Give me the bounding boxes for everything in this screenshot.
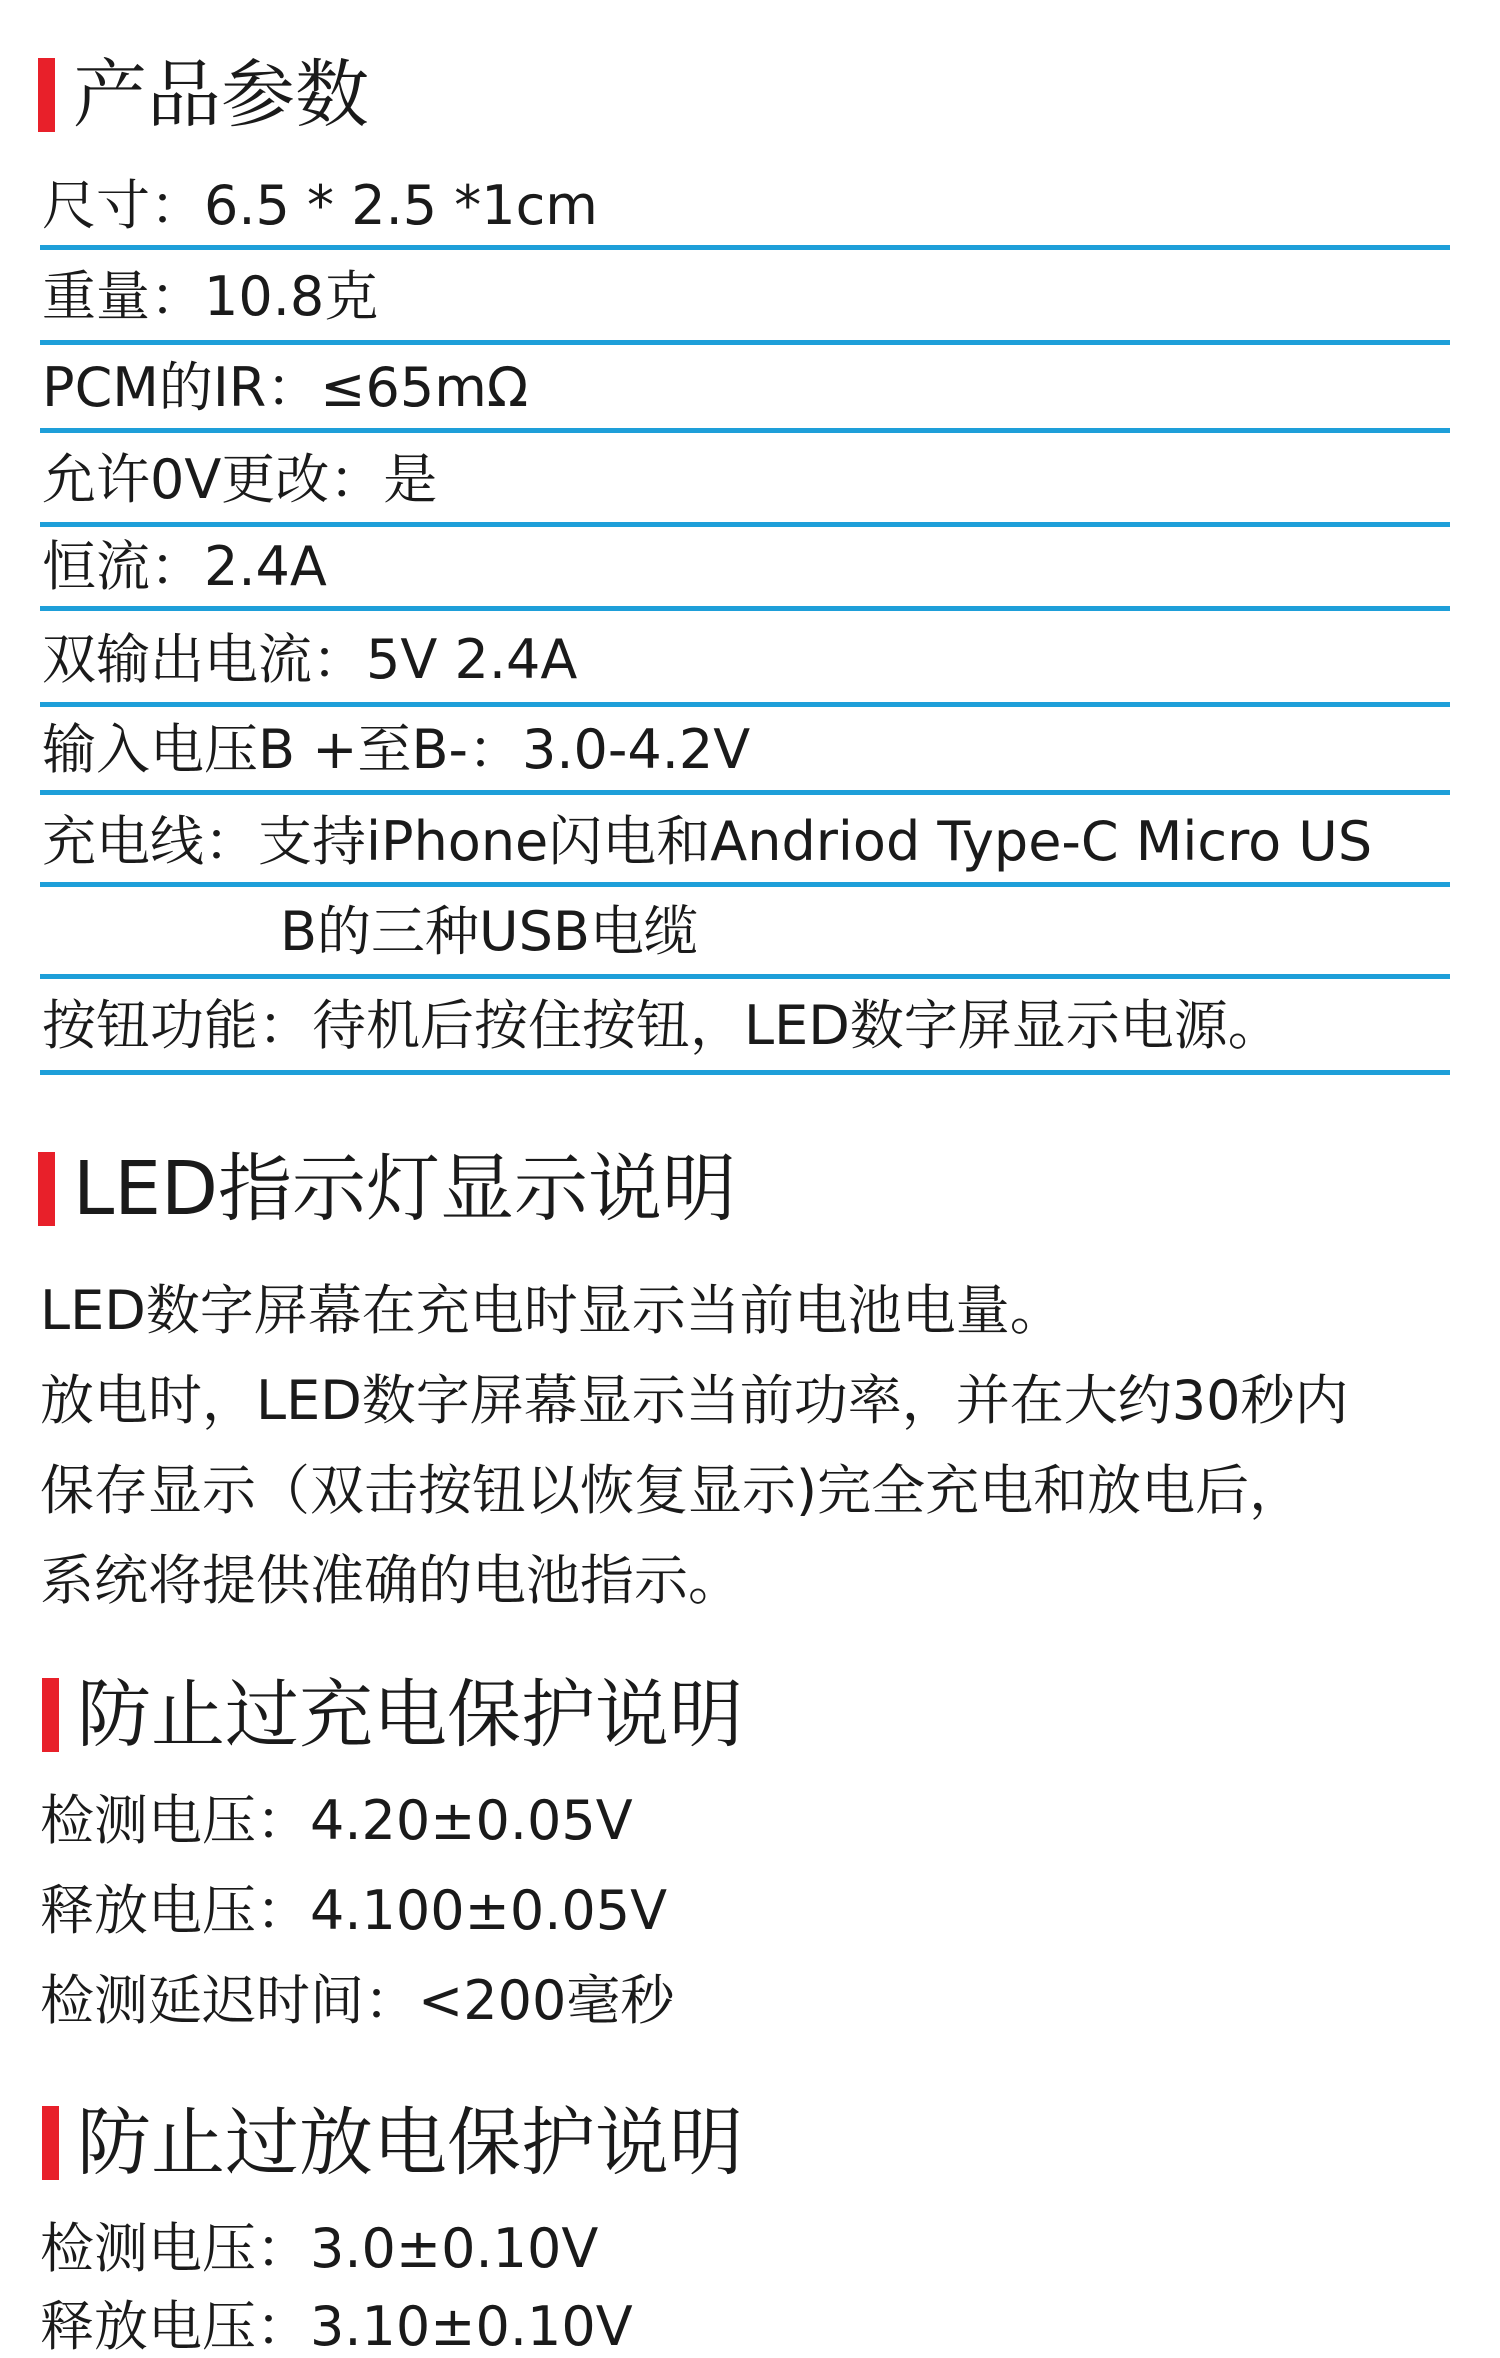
overcharge-line: 检测电压：4.20±0.05V (40, 1789, 633, 1852)
spec-row-text: B的三种USB电缆 (280, 900, 698, 963)
spec-row-size (40, 165, 1450, 250)
led-paragraph-line: LED数字屏幕在充电时显示当前电池电量。 (40, 1279, 1064, 1342)
spec-row-text: 尺寸：6.5 * 2.5 *1cm (42, 174, 598, 237)
spec-row-weight (40, 250, 1450, 345)
heading-accent-bar (38, 58, 55, 132)
section-heading-overcharge (42, 1672, 743, 1758)
spec-row-button-function (40, 979, 1450, 1075)
spec-row-text: 双输出电流：5V 2.4A (42, 628, 578, 691)
spec-row-constant-current (40, 527, 1450, 611)
section-heading-params (38, 52, 369, 138)
section-title: 防止过放电保护说明 (77, 2100, 743, 2186)
overcharge-line: 释放电压：4.100±0.05V (40, 1879, 668, 1942)
spec-row-text: 允许0V更改：是 (42, 448, 438, 511)
spec-row-text: PCM的IR：≤65mΩ (42, 356, 529, 419)
heading-accent-bar (42, 2106, 59, 2180)
overdischarge-line: 释放电压：3.10±0.10V (40, 2295, 633, 2358)
heading-accent-bar (42, 1678, 59, 1752)
section-title: 产品参数 (73, 52, 369, 138)
spec-row-text: 充电线：支持iPhone闪电和Andriod Type-C Micro US (42, 810, 1373, 873)
spec-row-charge-cable-cont (40, 887, 1450, 979)
section-title: 防止过充电保护说明 (77, 1672, 743, 1758)
overcharge-line: 检测延迟时间：<200毫秒 (40, 1969, 675, 2032)
spec-row-text: 恒流：2.4A (42, 535, 327, 598)
spec-row-input-voltage (40, 707, 1450, 795)
overdischarge-line: 检测电压：3.0±0.10V (40, 2217, 599, 2280)
spec-row-dual-output (40, 611, 1450, 707)
led-paragraph-line: 系统将提供准确的电池指示。 (40, 1549, 742, 1612)
section-heading-led (38, 1146, 736, 1232)
spec-row-text: 按钮功能：待机后按住按钮，LED数字屏显示电源。 (42, 994, 1282, 1057)
led-paragraph-line: 保存显示（双击按钮以恢复显示)完全充电和放电后， (40, 1459, 1304, 1522)
spec-row-charge-cable (40, 795, 1450, 887)
section-heading-overdischarge (42, 2100, 743, 2186)
section-title: LED指示灯显示说明 (73, 1146, 736, 1232)
spec-row-text: 重量：10.8克 (42, 265, 379, 328)
spec-row-pcm-ir (40, 345, 1450, 433)
spec-row-0v-change (40, 433, 1450, 527)
spec-row-text: 输入电压B +至B-：3.0-4.2V (42, 718, 751, 781)
led-paragraph-line: 放电时，LED数字屏幕显示当前功率，并在大约30秒内 (40, 1369, 1349, 1432)
heading-accent-bar (38, 1152, 55, 1226)
